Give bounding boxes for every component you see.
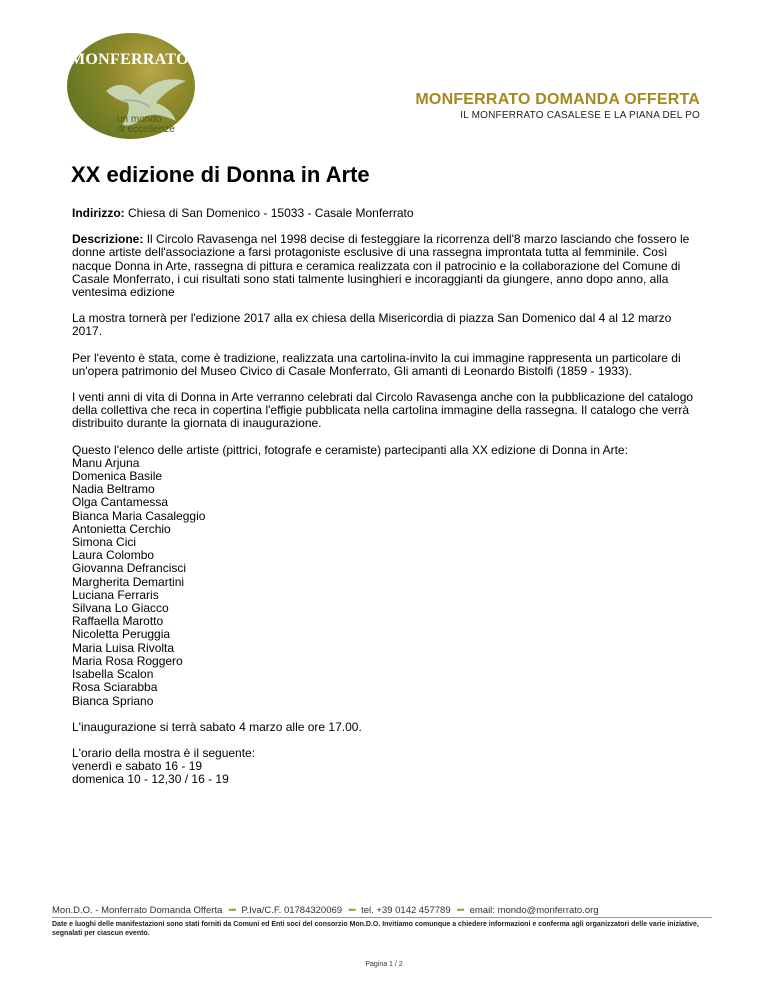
artist-item: Simona Cici	[72, 535, 137, 550]
footer-contacts	[52, 905, 599, 916]
logo-tagline	[117, 115, 175, 135]
hours-line: domenica 10 - 12,30 / 16 - 19	[72, 772, 229, 787]
artist-item: Laura Colombo	[72, 548, 155, 563]
description-label: Descrizione:	[72, 232, 144, 247]
address-label: Indirizzo:	[72, 206, 125, 220]
brand-title: MONFERRATO DOMANDA OFFERTA	[415, 91, 700, 108]
catalog-paragraph: I venti anni di vita di Donna in Arte verranno celebrati dal Circolo Ravasenga anche con la pubblicazione del catalogo della collettiva che reca in copertina l'effigie pubblicata nella cartolina immagine della rassegna. Il catalogo che verrà distribuito durante la giornata di inaugurazione.	[72, 390, 694, 431]
footer-separator: •••	[348, 905, 356, 916]
address-value: Chiesa di San Domenico - 15033 - Casale Monferrato	[128, 206, 414, 220]
artist-item: Luciana Ferraris	[72, 587, 159, 602]
artist-item: Maria Luisa Rivolta	[72, 640, 175, 655]
article-body	[72, 207, 696, 787]
artist-item: Olga Cantamessa	[72, 495, 169, 510]
logo-tagline-line2: di eccellenze	[117, 124, 175, 135]
artist-item: Domenica Basile	[72, 469, 163, 484]
description-paragraph	[72, 233, 696, 299]
artist-item: Isabella Scalon	[72, 667, 154, 682]
logo-tagline-line1: un mondo	[117, 114, 162, 125]
page-title: XX edizione di Donna in Arte	[71, 162, 370, 187]
artist-item: Rosa Sciarabba	[72, 680, 158, 695]
artists-list	[72, 457, 696, 708]
artist-item: Bianca Maria Casaleggio	[72, 508, 206, 523]
artist-item: Silvana Lo Giacco	[72, 601, 169, 616]
address-paragraph	[72, 207, 696, 220]
inauguration-paragraph: L'inaugurazione si terrà sabato 4 marzo alle ore 17.00.	[72, 719, 362, 734]
artist-item: Margherita Demartini	[72, 574, 185, 589]
brand-subtitle: IL MONFERRATO CASALESE E LA PIANA DEL PO	[460, 110, 700, 121]
artist-item: Nadia Beltramo	[72, 482, 155, 497]
artists-intro: Questo l'elenco delle artiste (pittrici, fotografe e ceramiste) partecipanti alla XX edizione di Donna in Arte:	[72, 442, 628, 457]
monferrato-logo	[67, 33, 197, 141]
footer-email: email: mondo@monferrato.org	[469, 905, 599, 916]
artist-item: Maria Rosa Roggero	[72, 653, 183, 668]
footer-piva: P.Iva/C.F. 01784320069	[241, 905, 343, 916]
footer-divider	[52, 917, 712, 918]
artist-item: Giovanna Defrancisci	[72, 561, 187, 576]
hours-line: venerdì e sabato 16 - 19	[72, 759, 203, 774]
footer-separator: •••	[456, 905, 464, 916]
artist-item: Raffaella Marotto	[72, 614, 164, 629]
artist-item: Antonietta Cerchio	[72, 521, 171, 536]
hours-intro: L'orario della mostra è il seguente:	[72, 745, 256, 760]
logo-title: MONFERRATO	[70, 51, 189, 68]
artist-item: Manu Arjuna	[72, 455, 140, 470]
artist-item: Bianca Spriano	[72, 693, 154, 708]
page-number: Pagina 1 / 2	[365, 961, 403, 968]
footer-tel: tel. +39 0142 457789	[361, 905, 451, 916]
description-text: Il Circolo Ravasenga nel 1998 decise di festeggiare la ricorrenza dell'8 marzo lasciando che fossero le donne artiste dell'associazione a farsi protagoniste esclusive di una rassegna improntata tutta al femminile. Così nacque Donna in Arte, rassegna di pittura e ceramica realizzata con il patrocinio e la collaborazione del Comune di Casale Monferrato, i cui risultati sono stati talmente lusinghieri e incoraggianti da giungere, anno dopo anno, alla ventesima edizione	[72, 232, 690, 300]
footer-disclaimer: Date e luoghi delle manifestazioni sono stati forniti da Comuni ed Enti soci del consorzio Mon.D.O. Invitiamo comunque a chiedere informazioni e conferma agli organizzatori delle varie iniziative, segnalati per ciascun evento.	[52, 921, 699, 937]
artist-item: Nicoletta Peruggia	[72, 627, 171, 642]
footer-org: Mon.D.O. - Monferrato Domanda Offerta	[52, 905, 223, 916]
footer-separator: •••	[228, 905, 236, 916]
postcard-paragraph: Per l'evento è stata, come è tradizione, realizzata una cartolina-invito la cui immagine rappresenta un particolare di un'opera patrimonio del Museo Civico di Casale Monferrato, Gli amanti di Leonardo Bistolfi (1859 - 1933).	[72, 350, 681, 378]
dates-paragraph: La mostra tornerà per l'edizione 2017 alla ex chiesa della Misericordia di piazza San Domenico dal 4 al 12 marzo 2017.	[72, 311, 672, 339]
